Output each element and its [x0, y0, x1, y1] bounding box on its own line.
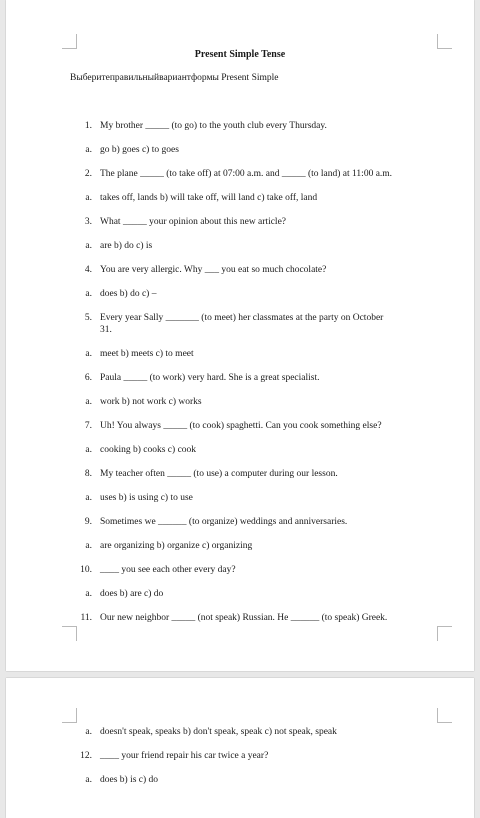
item-number: a.	[85, 727, 92, 737]
item-number: a.	[85, 289, 92, 299]
item-text: cooking b) cooks c) cook	[100, 445, 197, 455]
item-text: uses b) is using c) to use	[100, 493, 193, 503]
page-corner-mark	[437, 626, 452, 641]
item-number: a.	[85, 241, 92, 251]
page-corner-mark	[437, 34, 452, 49]
item-text: does b) is c) do	[100, 775, 159, 785]
item-text: The plane _____ (to take off) at 07:00 a.m. and _____ (to land) at 11:00 a.m.	[100, 169, 393, 179]
item-number: 1.	[84, 121, 92, 131]
item-text: What _____ your opinion about this new article?	[100, 217, 286, 227]
document-page-2	[6, 678, 474, 818]
item-number: a.	[85, 589, 92, 599]
item-text: takes off, lands b) will take off, will land c) take off, land	[100, 193, 318, 203]
document-title: Present Simple Tense	[194, 49, 286, 60]
item-number: 4.	[84, 265, 92, 275]
item-number: 9.	[84, 517, 92, 527]
item-number: 6.	[84, 373, 92, 383]
item-text: are organizing b) organize c) organizing	[100, 541, 253, 551]
page-corner-mark	[62, 34, 77, 49]
item-number: a.	[85, 349, 92, 359]
item-number: a.	[85, 775, 92, 785]
page-corner-mark	[62, 626, 77, 641]
item-number: 12.	[80, 751, 92, 761]
item-number: 11.	[80, 613, 92, 623]
item-text: Our new neighbor _____ (not speak) Russian. He ______ (to speak) Greek.	[100, 613, 388, 623]
item-number: 8.	[84, 469, 92, 479]
item-number: a.	[85, 445, 92, 455]
item-text: are b) do c) is	[100, 241, 153, 251]
item-text: My teacher often _____ (to use) a computer during our lesson.	[100, 469, 338, 479]
item-text: doesn't speak, speaks b) don't speak, speak c) not speak, speak	[100, 727, 337, 737]
item-text: 31.	[100, 325, 112, 335]
instruction-text: Выберитеправильныйвариантформы Present Simple	[70, 73, 279, 83]
document-page-1	[6, 0, 474, 671]
item-text: You are very allergic. Why ___ you eat so much chocolate?	[100, 265, 327, 275]
item-number: a.	[85, 397, 92, 407]
item-text: ____ your friend repair his car twice a year?	[100, 751, 269, 761]
item-number: a.	[85, 541, 92, 551]
item-number: a.	[85, 145, 92, 155]
item-text: Every year Sally _______ (to meet) her classmates at the party on October	[100, 313, 384, 323]
item-text: ____ you see each other every day?	[100, 565, 236, 575]
page-corner-mark	[62, 708, 77, 723]
item-number: 7.	[84, 421, 92, 431]
item-text: Sometimes we ______ (to organize) weddings and anniversaries.	[100, 517, 348, 527]
item-text: does b) do c) –	[100, 289, 157, 299]
item-text: go b) goes c) to goes	[100, 145, 179, 155]
item-text: Uh! You always _____ (to cook) spaghetti. Can you cook something else?	[100, 421, 382, 431]
item-number: 10.	[80, 565, 92, 575]
item-text: Paula _____ (to work) very hard. She is a great specialist.	[100, 373, 320, 383]
item-text: meet b) meets c) to meet	[100, 349, 194, 359]
item-number: a.	[85, 193, 92, 203]
page-corner-mark	[437, 708, 452, 723]
item-number: 5.	[84, 313, 92, 323]
item-number: a.	[85, 493, 92, 503]
item-number: 2.	[84, 169, 92, 179]
item-text: My brother _____ (to go) to the youth club every Thursday.	[100, 121, 327, 131]
item-number: 3.	[84, 217, 92, 227]
item-text: does b) are c) do	[100, 589, 164, 599]
item-text: work b) not work c) works	[100, 397, 202, 407]
